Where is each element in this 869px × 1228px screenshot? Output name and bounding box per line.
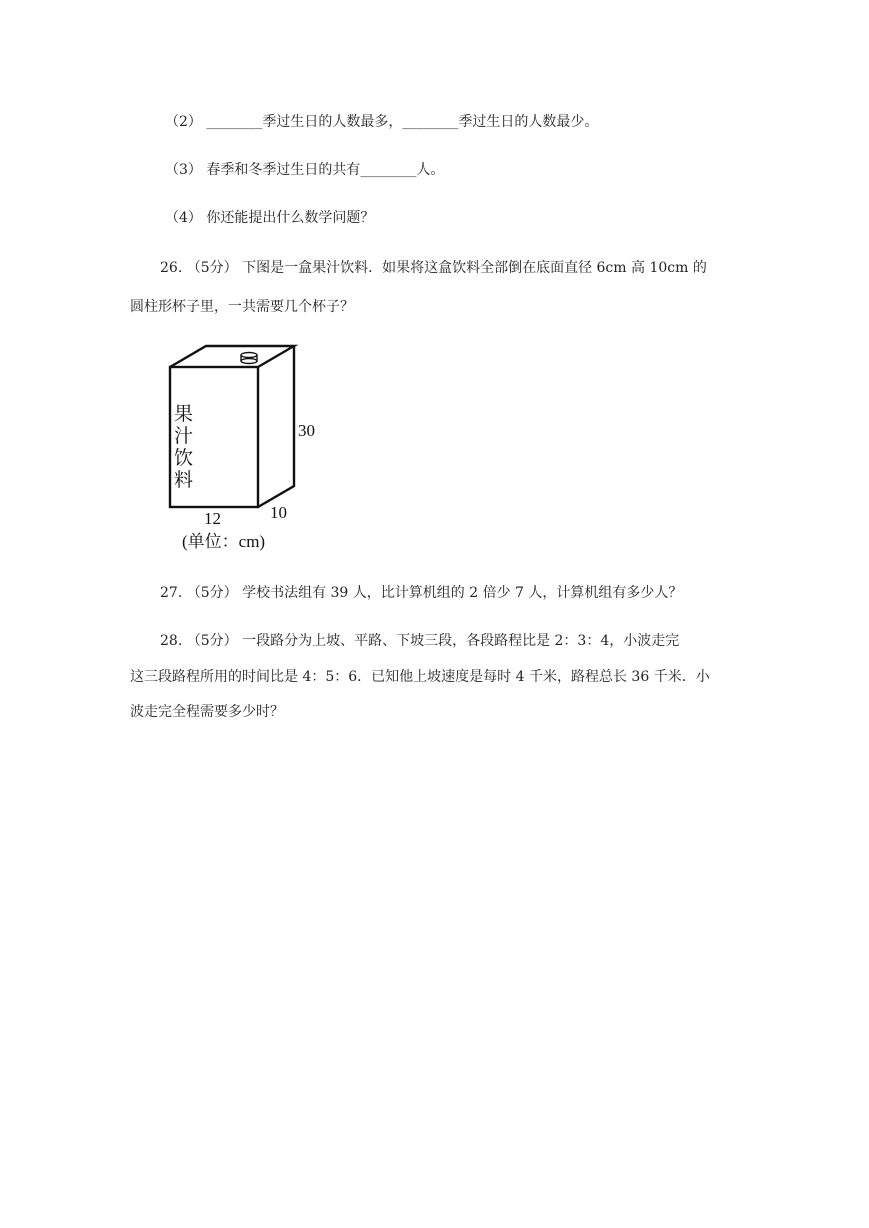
q25-sub2: （2） ________季过生日的人数最多，________季过生日的人数最少。 [165,114,599,130]
q27-line-1: 27. （5分） 学校书法组有 39 人，比计算机组的 2 倍少 7 人，计算机组有多少人？ [160,585,683,601]
juice-box-diagram [160,340,340,560]
q26-line-1: 26. （5分） 下图是一盒果汁饮料．如果将这盒饮料全部倒在底面直径 6cm 高 10cm 的 [160,260,707,276]
dimension-width-label: 10 [270,503,287,522]
q25-sub4: （4） 你还能提出什么数学问题？ [165,210,375,226]
q28-line-1: 28. （5分） 一段路分为上坡、平路、下坡三段，各段路程比是 2：3：4，小波走完 [160,633,680,649]
box-top-face [170,346,294,367]
box-label-char-3: 饮 [174,447,194,469]
dimension-length-label: 12 [204,509,221,528]
box-cap [241,353,257,364]
q26-line-2: 圆柱形杯子里，一共需要几个杯子？ [130,299,354,315]
q25-sub3: （3） 春季和冬季过生日的共有________人。 [165,162,445,178]
q28-line-2: 这三段路程所用的时间比是 4：5：6．已知他上坡速度是每时 4 千米，路程总长 36 千米．小 [130,669,710,685]
dimension-height-label: 30 [298,421,315,440]
box-right-face [258,346,294,507]
box-label-char-4: 料 [174,469,194,491]
unit-label: (单位：cm) [182,532,266,551]
box-label-char-1: 果 [174,403,194,425]
q28-line-3: 波走完全程需要多少时？ [130,704,284,720]
box-label-char-2: 汁 [174,425,194,447]
